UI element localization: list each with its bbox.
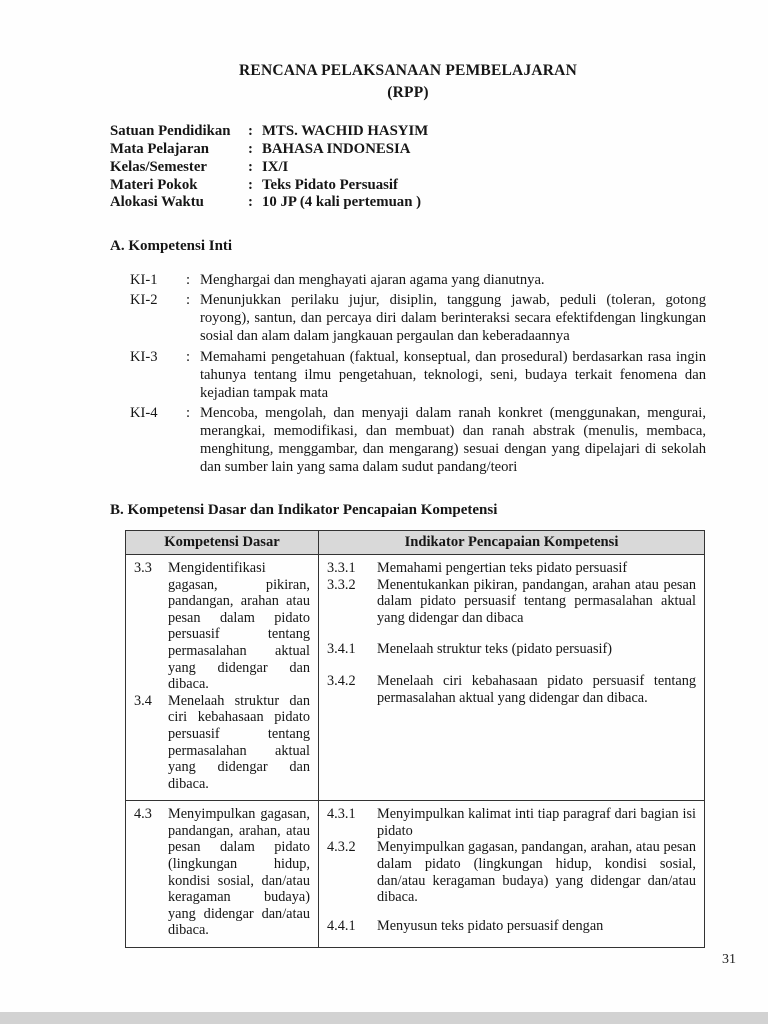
ki-text: Menunjukkan perilaku jujur, disiplin, tanggung jawab, peduli (toleran, gotong royong), santun, dan percaya diri dalam berinteraksi secara efektifdengan lingkungan sosial dan alam dalam jangkauan pergaulan dan keberadaannya — [200, 292, 706, 345]
ipk-item-3-4-1 — [327, 641, 696, 658]
meta-label: Satuan Pendidikan — [110, 123, 231, 140]
meta-label: Kelas/Semester — [110, 158, 207, 175]
kd-item-4-3 — [134, 806, 310, 939]
ipk-item-4-4-1 — [327, 918, 696, 935]
meta-value: Teks Pidato Persuasif — [262, 176, 398, 193]
title-line-2: (RPP) — [387, 83, 429, 101]
meta-colon: : — [248, 176, 253, 193]
ipk-cell-2 — [319, 801, 705, 948]
ki-item-1 — [130, 271, 706, 289]
ipk-code: 3.3.1 — [327, 560, 356, 577]
table-header-row — [126, 531, 705, 555]
document-title — [110, 60, 706, 103]
ipk-text: Menelaah struktur teks (pidato persuasif) — [377, 641, 613, 658]
meta-row-alokasi-waktu — [110, 194, 706, 212]
meta-value: MTS. WACHID HASYIM — [262, 123, 429, 140]
kd-cell-2 — [126, 801, 319, 948]
ipk-code: 3.4.2 — [327, 673, 356, 690]
ipk-text: Menyimpulkan gagasan, pandangan, arahan, atau pesan dalam pidato (lingkungan hidup, kondisi sosial, dan/atau keragaman budaya) yang didengar dan/atau dibaca. — [377, 839, 696, 906]
scan-edge-strip — [0, 1012, 768, 1024]
ipk-item-4-3-1 — [327, 806, 696, 839]
ki-code: KI-3 — [130, 348, 158, 365]
ipk-code: 4.4.1 — [327, 917, 356, 934]
kd-code: 4.3 — [134, 806, 152, 823]
ipk-text: Menyimpulkan kalimat inti tiap paragraf dari bagian isi pidato — [377, 806, 696, 839]
ki-code: KI-1 — [130, 272, 158, 289]
ipk-code: 3.3.2 — [327, 576, 356, 593]
meta-row-mata-pelajaran — [110, 141, 706, 159]
ipk-item-3-3-1 — [327, 560, 696, 577]
meta-row-kelas-semester — [110, 159, 706, 177]
meta-label: Materi Pokok — [110, 176, 198, 193]
page-number: 31 — [722, 952, 736, 967]
table-header-indikator: Indikator Pencapaian Kompetensi — [319, 531, 705, 555]
kd-code: 3.4 — [134, 692, 152, 709]
table-row-2 — [126, 801, 705, 948]
meta-label: Alokasi Waktu — [110, 194, 204, 211]
meta-label: Mata Pelajaran — [110, 141, 210, 158]
ipk-text: Memahami pengertian teks pidato persuasif — [377, 560, 628, 577]
ki-text: Memahami pengetahuan (faktual, konseptual, dan prosedural) berdasarkan rasa ingin tahunya tentang ilmu pengetahuan, teknologi, seni, budaya terkait fenomena dan kejadian tampak mata — [200, 348, 706, 401]
kd-cell-1 — [126, 555, 319, 801]
ipk-code: 3.4.1 — [327, 641, 356, 658]
ipk-item-3-4-2 — [327, 673, 696, 706]
ki-colon: : — [186, 348, 191, 365]
ipk-text: Menyusun teks pidato persuasif dengan — [377, 917, 604, 934]
meta-colon: : — [248, 194, 253, 211]
kd-text: Menelaah struktur dan ciri kebahasaan pidato persuasif tentang permasalahan aktual yang didengar dan dibaca. — [168, 692, 310, 792]
meta-value: IX/I — [262, 158, 289, 175]
ki-item-4 — [130, 404, 706, 476]
ki-colon: : — [186, 292, 191, 309]
meta-colon: : — [248, 141, 253, 158]
section-a-heading: A. Kompetensi Inti — [110, 238, 233, 255]
kd-code: 3.3 — [134, 560, 152, 577]
section-b-heading: B. Kompetensi Dasar dan Indikator Pencapaian Kompetensi — [110, 502, 498, 519]
ki-colon: : — [186, 272, 191, 289]
ipk-code: 4.3.1 — [327, 806, 356, 823]
ki-item-3 — [130, 348, 706, 402]
kd-item-3-4 — [134, 693, 310, 792]
ki-code: KI-4 — [130, 404, 158, 421]
meta-row-satuan-pendidikan — [110, 123, 706, 141]
ipk-text: Menentukankan pikiran, pandangan, arahan atau pesan dalam pidato persuasif tentang permasalahan aktual yang didengar dan dibaca — [377, 576, 696, 626]
meta-value: BAHASA INDONESIA — [262, 141, 411, 158]
ki-colon: : — [186, 404, 191, 421]
ki-list — [130, 271, 706, 476]
ipk-code: 4.3.2 — [327, 839, 356, 856]
kd-ipk-table — [125, 530, 705, 948]
ipk-cell-1 — [319, 555, 705, 801]
ki-text: Menghargai dan menghayati ajaran agama yang dianutnya. — [200, 272, 545, 289]
ipk-item-3-3-2 — [327, 577, 696, 627]
ki-text: Mencoba, mengolah, dan menyaji dalam ranah konkret (menggunakan, mengurai, merangkai, memodifikasi, dan membuat) dan ranah abstrak (menulis, membaca, menghitung, menggambar, dan mengarang) sesuai dengan yang dipelajari di sekolah dan sumber lain yang sama dalam sudut pandang/teori — [200, 404, 706, 476]
meta-colon: : — [248, 158, 253, 175]
table-header-kompetensi-dasar: Kompetensi Dasar — [126, 531, 319, 555]
kd-text: Mengidentifikasi gagasan, pikiran, pandangan, arahan atau pesan dalam pidato persuasif tentang permasalahan aktual yang didengar dan dibaca. — [168, 560, 310, 693]
meta-colon: : — [248, 123, 253, 140]
ipk-item-4-3-2 — [327, 839, 696, 905]
table-row-1 — [126, 555, 705, 801]
ki-code: KI-2 — [130, 292, 158, 309]
meta-row-materi-pokok — [110, 177, 706, 195]
meta-value: 10 JP (4 kali pertemuan ) — [262, 194, 422, 211]
title-line-1: RENCANA PELAKSANAAN PEMBELAJARAN — [239, 62, 577, 79]
kd-text: Menyimpulkan gagasan, pandangan, arahan, atau pesan dalam pidato (lingkungan hidup, kondisi sosial, dan/atau keragaman budaya) yang didengar dan/atau dibaca. — [168, 806, 310, 939]
ipk-text: Menelaah ciri kebahasaan pidato persuasif tentang permasalahan aktual yang didengar dan dibaca. — [377, 673, 696, 706]
metadata-block — [110, 123, 706, 212]
kd-item-3-3 — [134, 560, 310, 693]
ki-item-2 — [130, 291, 706, 345]
